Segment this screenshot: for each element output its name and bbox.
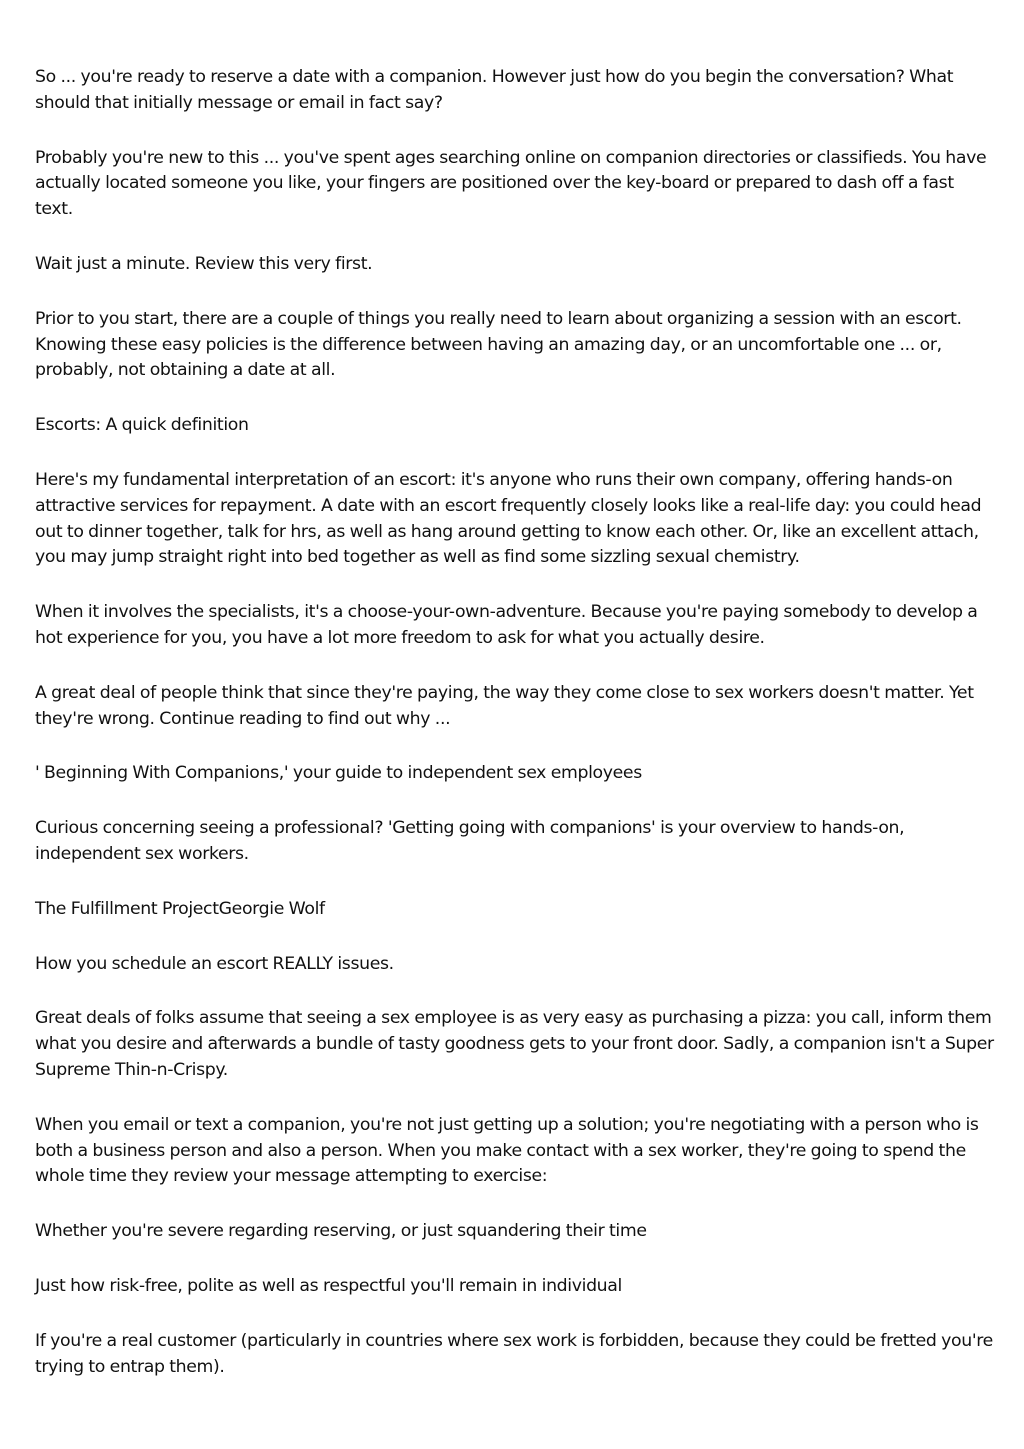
paragraph-credit: The Fulfillment ProjectGeorgie Wolf — [35, 898, 325, 919]
paragraph-guide-heading: ' Beginning With Companions,' your guide to independent sex employees — [35, 763, 642, 784]
paragraph-pizza: Great deals of folks assume that seeing a sex employee is as very easy as purchasing a pizza: you call, inform them what you desire and afterwards a bundle of tasty goodness gets to your front door. Sadly, a companion isn't a Super Supreme Thin-n-Crispy. — [35, 1008, 994, 1080]
paragraph-great-deal: A great deal of people think that since they're paying, the way they come close to sex workers doesn't matter. Yet they're wrong. Continue reading to find out why ... — [35, 682, 974, 729]
paragraph-negotiating: When you email or text a companion, you're not just getting up a solution; you're negotiating with a person who is both a business person and also a person. When you make contact with a sex worker, they're going to spend the whole time they review your message attempting to exercise: — [35, 1114, 979, 1187]
paragraph-new-to-this: Probably you're new to this ... you've spent ages searching online on companion directories or classifieds. You have actually located someone you like, your fingers are positioned over the key-board or prepared to dash off a fast text. — [35, 147, 987, 220]
paragraph-prior: Prior to you start, there are a couple of things you really need to learn about organizing a session with an escort. Knowing these easy policies is the difference between having an amazing day, or an uncomfortable one ... or, probably, not obtaining a date at all. — [35, 308, 962, 381]
paragraph-real-customer: If you're a real customer (particularly in countries where sex work is forbidden, because they could be fretted you're trying to entrap them). — [35, 1330, 993, 1377]
paragraph-curious: Curious concerning seeing a professional? 'Getting going with companions' is your overview to hands-on, independent sex workers. — [35, 818, 905, 864]
paragraph-interpretation: Here's my fundamental interpretation of an escort: it's anyone who runs their own company, offering hands-on attractive services for repayment. A date with an escort frequently closely looks like a real-life day: you could head out to dinner together, talk for hrs, as well as hang around getting to know each other. Or, like an excellent attach, you may jump straight right into bed together as well as find some sizzling sexual chemistry. — [35, 469, 982, 568]
document-body — [35, 65, 995, 1409]
paragraph-really-issues: How you schedule an escort REALLY issues. — [35, 953, 394, 974]
paragraph-wait: Wait just a minute. Review this very first. — [35, 253, 373, 274]
paragraph-risk-free: Just how risk-free, polite as well as respectful you'll remain in individual — [35, 1275, 622, 1296]
paragraph-severe: Whether you're severe regarding reserving, or just squandering their time — [35, 1221, 647, 1242]
paragraph-intro: So ... you're ready to reserve a date with a companion. However just how do you begin the conversation? What should that initially message or email in fact say? — [35, 67, 954, 113]
paragraph-specialists: When it involves the specialists, it's a choose-your-own-adventure. Because you're paying somebody to develop a hot experience for you, you have a lot more freedom to ask for what you actually desire. — [35, 602, 978, 648]
paragraph-escorts-definition-heading: Escorts: A quick definition — [35, 415, 249, 436]
